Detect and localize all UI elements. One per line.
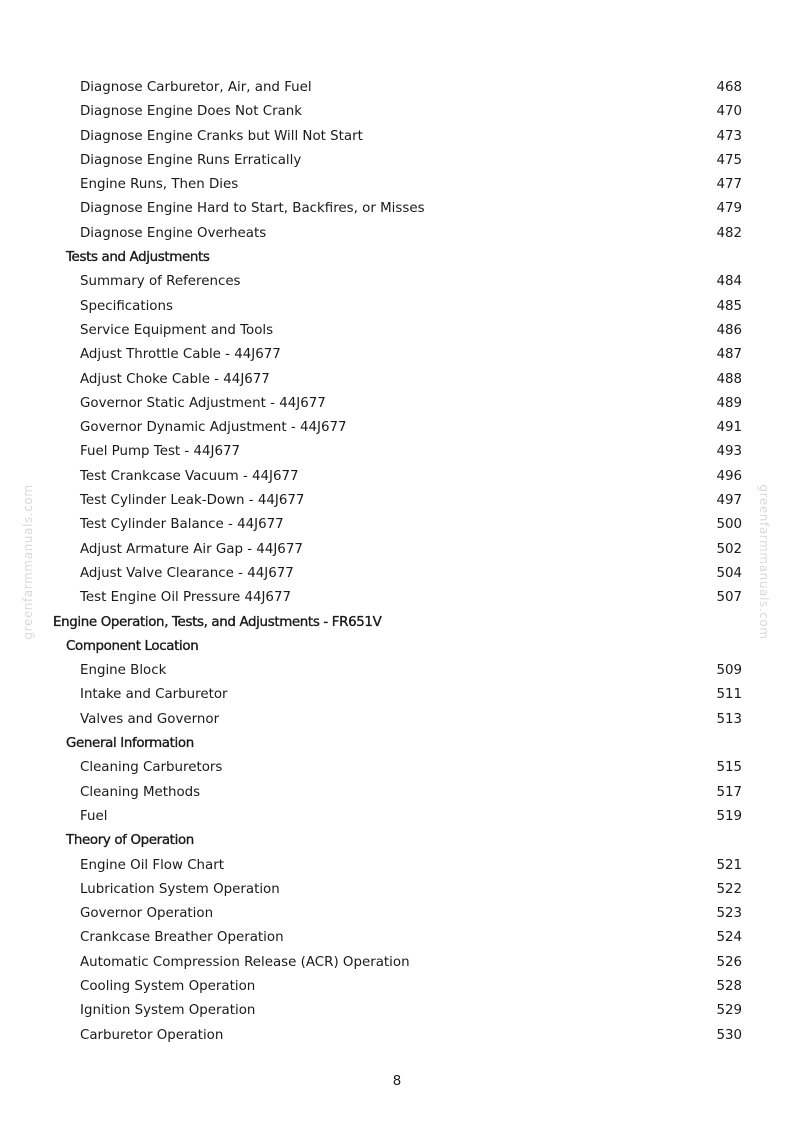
watermark-left: greenfarmmanuals.com [21,484,35,640]
toc-entry[interactable] [0,465,794,489]
toc-entry-page-number: 479 [716,201,742,217]
toc-entry[interactable] [0,951,794,975]
toc-entry-title: Test Cylinder Balance - 44J677 [80,517,284,533]
toc-entry-page-number: 502 [716,541,742,557]
toc-entry-page-number: 524 [716,930,742,946]
toc-entry-title: Adjust Valve Clearance - 44J677 [80,565,294,581]
toc-entry-page-number: 526 [716,954,742,970]
toc-entry-page-number: 517 [716,784,742,800]
toc-entry-page-number: 521 [716,857,742,873]
toc-entry-title: Theory of Operation [66,833,194,849]
toc-entry[interactable] [0,659,794,683]
toc-entry[interactable] [0,197,794,221]
toc-entry-title: Valves and Governor [80,711,220,727]
toc-entry-title: Engine Runs, Then Dies [80,177,239,193]
toc-entry[interactable] [0,440,794,464]
toc-entry[interactable] [0,513,794,537]
toc-entry-page-number: 523 [716,906,742,922]
toc-entry[interactable] [0,149,794,173]
toc-entry-page-number: 482 [716,225,742,241]
toc-entry-title: General Information [66,736,194,752]
toc-entry[interactable] [0,756,794,780]
toc-section-heading [0,635,794,659]
toc-entry-page-number: 513 [716,711,742,727]
toc-entry-title: Engine Block [80,663,167,679]
toc-entry-page-number: 486 [716,322,742,338]
toc-entry-title: Diagnose Engine Overheats [80,225,267,241]
toc-entry-title: Intake and Carburetor [80,687,228,703]
toc-entry-page-number: 522 [716,881,742,897]
toc-entry[interactable] [0,270,794,294]
toc-entry[interactable] [0,926,794,950]
toc-entry[interactable] [0,489,794,513]
toc-section-heading [0,732,794,756]
toc-entry[interactable] [0,343,794,367]
page-number: 8 [392,1074,402,1089]
toc-entry[interactable] [0,416,794,440]
toc-entry-page-number: 507 [716,590,742,606]
toc-entry-page-number: 530 [716,1027,742,1043]
toc-entry[interactable] [0,878,794,902]
toc-entry[interactable] [0,586,794,610]
toc-entry[interactable] [0,368,794,392]
toc-entry-page-number: 475 [716,152,742,168]
toc-entry[interactable] [0,902,794,926]
toc-entry-page-number: 519 [716,808,742,824]
toc-entry-title: Test Crankcase Vacuum - 44J677 [80,468,299,484]
toc-entry-title: Diagnose Carburetor, Air, and Fuel [80,80,312,95]
toc-entry-title: Lubrication System Operation [80,881,280,897]
toc-entry-page-number: 500 [716,517,742,533]
toc-entry[interactable] [0,708,794,732]
toc-entry-page-number: 529 [716,1003,742,1019]
toc-entry[interactable] [0,1024,794,1048]
toc-entry-page-number: 496 [716,468,742,484]
toc-entry-title: Adjust Armature Air Gap - 44J677 [80,541,303,557]
toc-entry-title: Component Location [66,638,199,654]
toc-entry-page-number: 511 [716,687,742,703]
toc-entry-title: Test Cylinder Leak-Down - 44J677 [80,493,305,509]
toc-entry-title: Governor Static Adjustment - 44J677 [80,395,326,411]
toc-entry-title: Test Engine Oil Pressure 44J677 [80,590,291,606]
toc-entry[interactable] [0,975,794,999]
toc-entry-page-number: 497 [716,493,742,509]
toc-entry-title: Engine Oil Flow Chart [80,857,225,873]
toc-entry[interactable] [0,538,794,562]
toc-entry[interactable] [0,295,794,319]
toc-entry-page-number: 489 [716,395,742,411]
toc-entry[interactable] [0,805,794,829]
toc-entry-page-number: 488 [716,371,742,387]
toc-entry-title: Automatic Compression Release (ACR) Operation [80,954,410,970]
toc-entry[interactable] [0,222,794,246]
toc-entry-title: Carburetor Operation [80,1027,224,1043]
toc-entry-title: Fuel Pump Test - 44J677 [80,444,241,460]
table-of-contents [0,76,794,1048]
toc-entry-page-number: 477 [716,177,742,193]
toc-entry-title: Diagnose Engine Hard to Start, Backfires, or Misses [80,201,425,217]
toc-entry-title: Adjust Throttle Cable - 44J677 [80,347,281,363]
toc-entry-title: Fuel [80,808,108,824]
toc-entry-page-number: 528 [716,978,742,994]
toc-entry-title: Ignition System Operation [80,1003,256,1019]
toc-entry-page-number: 515 [716,760,742,776]
toc-entry-title: Specifications [80,298,173,314]
toc-entry-title: Engine Operation, Tests, and Adjustments - FR651V [53,614,382,630]
toc-entry[interactable] [0,683,794,707]
toc-entry-title: Service Equipment and Tools [80,322,274,338]
toc-entry-title: Governor Operation [80,906,214,922]
toc-entry-title: Tests and Adjustments [66,250,210,266]
toc-section-heading [0,829,794,853]
watermark-right: greenfarmmanuals.com [757,484,771,640]
toc-entry-title: Cleaning Methods [80,784,201,800]
toc-entry-title: Diagnose Engine Runs Erratically [80,152,302,168]
toc-entry[interactable] [0,999,794,1023]
toc-entry-title: Cooling System Operation [80,978,256,994]
toc-entry-page-number: 485 [716,298,742,314]
toc-entry-page-number: 484 [716,274,742,290]
toc-entry-page-number: 491 [716,420,742,436]
toc-entry[interactable] [0,100,794,124]
toc-entry-title: Governor Dynamic Adjustment - 44J677 [80,420,347,436]
toc-entry-page-number: 493 [716,444,742,460]
toc-entry-title: Diagnose Engine Does Not Crank [80,104,303,120]
toc-entry-page-number: 487 [716,347,742,363]
toc-entry[interactable] [0,125,794,149]
toc-entry-page-number: 468 [716,80,742,95]
toc-entry[interactable] [0,173,794,197]
toc-entry[interactable] [0,319,794,343]
toc-section-heading [0,246,794,270]
toc-entry-page-number: 504 [716,565,742,581]
toc-entry[interactable] [0,854,794,878]
toc-entry-page-number: 470 [716,104,742,120]
toc-entry-title: Diagnose Engine Cranks but Will Not Start [80,128,363,144]
toc-entry-title: Summary of References [80,274,241,290]
toc-entry-title: Crankcase Breather Operation [80,930,284,946]
toc-entry[interactable] [0,781,794,805]
toc-entry-page-number: 473 [716,128,742,144]
toc-entry-page-number: 509 [716,663,742,679]
toc-entry[interactable] [0,392,794,416]
toc-entry-title: Cleaning Carburetors [80,760,223,776]
toc-section-heading [0,611,794,635]
toc-entry[interactable] [0,562,794,586]
toc-entry[interactable] [0,76,794,100]
toc-entry-title: Adjust Choke Cable - 44J677 [80,371,270,387]
